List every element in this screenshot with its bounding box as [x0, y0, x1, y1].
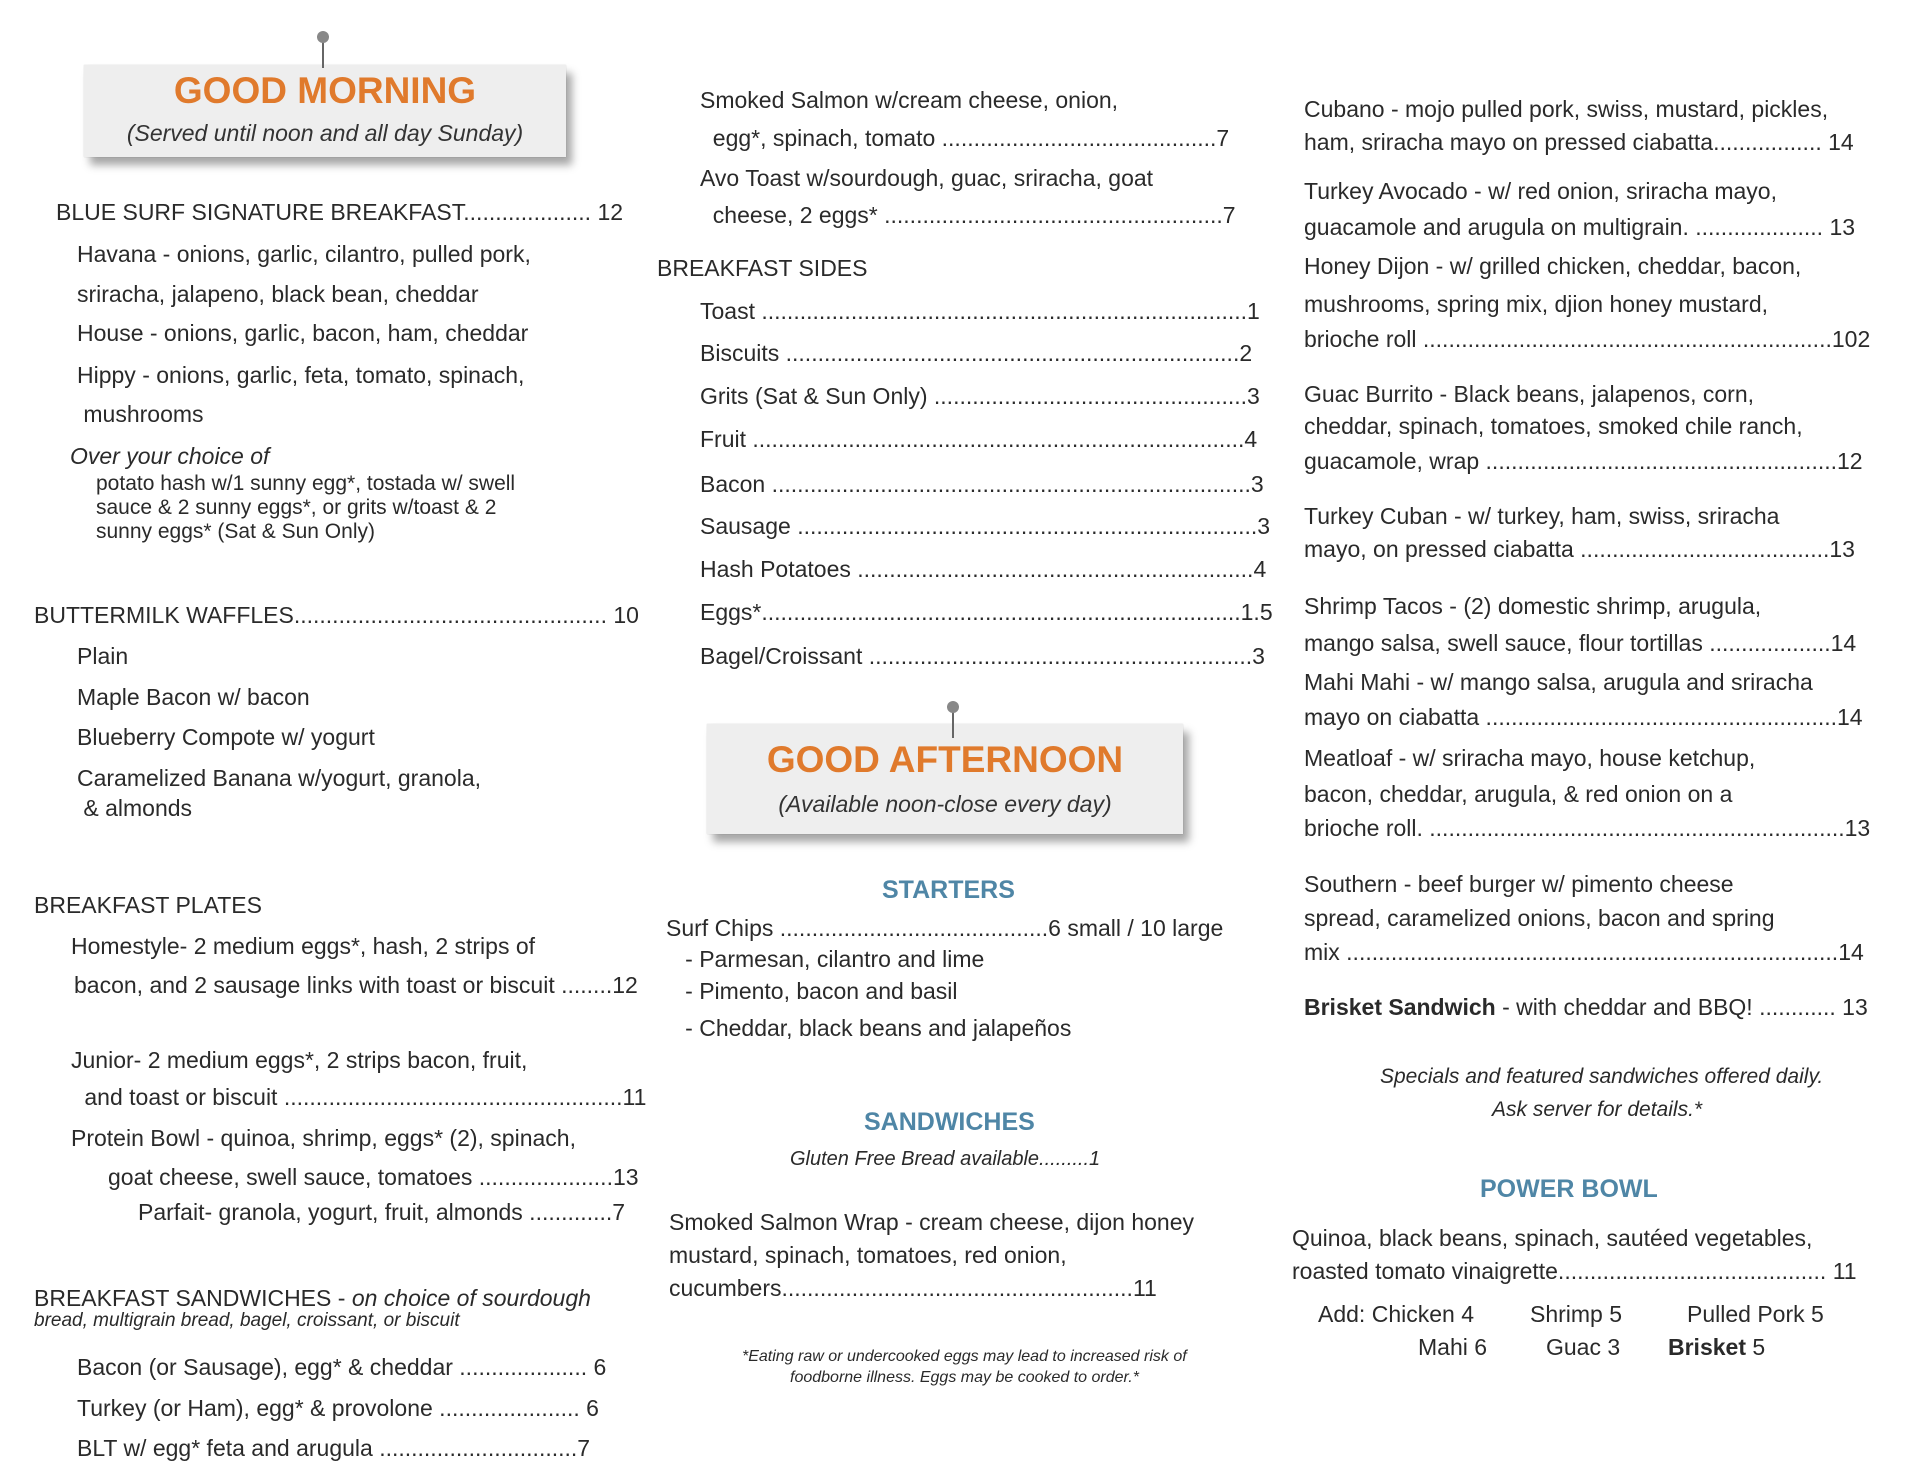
- right-item-line: Shrimp Tacos - (2) domestic shrimp, arugula,: [1304, 593, 1762, 619]
- plate-line: and toast or biscuit .....................................................11: [78, 1084, 647, 1110]
- addon-mahi: Mahi 6: [1418, 1334, 1488, 1360]
- power-bowl-heading: POWER BOWL: [1480, 1175, 1658, 1203]
- good-afternoon-subtitle: (Available noon-close every day): [778, 791, 1112, 817]
- side-item: Eggs*...........................................................................1.5: [700, 599, 1273, 625]
- side-item: Toast ............................................................................1: [700, 298, 1260, 324]
- right-item-line: mango salsa, swell sauce, flour tortillas ...................14: [1304, 630, 1857, 656]
- side-item: Bacon ...........................................................................3: [700, 471, 1264, 497]
- top-item-line: cheese, 2 eggs* .....................................................7: [700, 202, 1236, 228]
- right-item-line: Mahi Mahi - w/ mango salsa, arugula and sriracha: [1304, 669, 1813, 695]
- gluten-free-note: Gluten Free Bread available.........1: [790, 1148, 1101, 1170]
- specials-note-line: Ask server for details.*: [1492, 1098, 1703, 1121]
- side-item: Grits (Sat & Sun Only) .................................................3: [700, 383, 1260, 409]
- sides-heading: BREAKFAST SIDES: [657, 255, 868, 281]
- sandwich-item: Turkey (or Ham), egg* & provolone ...................... 6: [77, 1395, 599, 1421]
- waffle-item: & almonds: [77, 795, 193, 821]
- signature-line: mushrooms: [77, 401, 204, 427]
- starter-line: - Parmesan, cilantro and lime: [666, 946, 985, 972]
- starters-heading: STARTERS: [882, 876, 1015, 904]
- signature-line: House - onions, garlic, bacon, ham, cheddar: [77, 320, 529, 346]
- right-item-line: cheddar, spinach, tomatoes, smoked chile ranch,: [1304, 413, 1803, 439]
- disclaimer-line: foodborne illness. Eggs may be cooked to order.*: [790, 1369, 1139, 1386]
- pushpin-icon: [316, 30, 330, 70]
- starter-line: - Pimento, bacon and basil: [666, 978, 958, 1004]
- right-item-line: brioche roll. .................................................................13: [1304, 815, 1871, 841]
- sandwiches-heading-line2: bread, multigrain bread, bagel, croissant, or biscuit: [34, 1310, 460, 1331]
- choice-line: sauce & 2 sunny eggs*, or grits w/toast & 2: [96, 496, 497, 519]
- right-item-line: Guac Burrito - Black beans, jalapenos, corn,: [1304, 381, 1755, 407]
- right-item-line: brioche roll ................................................................102: [1304, 326, 1871, 352]
- starter-line: - Cheddar, black beans and jalapeños: [666, 1015, 1072, 1041]
- side-item: Sausage ........................................................................3: [700, 513, 1271, 539]
- right-item-line: Turkey Avocado - w/ red onion, sriracha mayo,: [1304, 178, 1777, 204]
- top-item-line: egg*, spinach, tomato ...........................................7: [700, 125, 1230, 151]
- addon-shrimp: Shrimp 5: [1530, 1301, 1623, 1327]
- choice-line: sunny eggs* (Sat & Sun Only): [96, 520, 375, 543]
- signature-line: sriracha, jalapeno, black bean, cheddar: [77, 281, 479, 307]
- right-item-line: Southern - beef burger w/ pimento cheese: [1304, 871, 1734, 897]
- good-morning-card: [84, 65, 566, 157]
- side-item: Biscuits .......................................................................2: [700, 340, 1253, 366]
- salmon-wrap-line: cucumbers.......................................................11: [669, 1275, 1157, 1301]
- right-item-line: Cubano - mojo pulled pork, swiss, mustard, pickles,: [1304, 96, 1829, 122]
- right-item-line: bacon, cheddar, arugula, & red onion on a: [1304, 781, 1733, 807]
- addon-brisket-price: 5: [1745, 1334, 1766, 1360]
- good-morning-title: GOOD MORNING: [173, 70, 477, 111]
- addon-chicken: Add: Chicken 4: [1318, 1301, 1474, 1327]
- waffle-item: Caramelized Banana w/yogurt, granola,: [77, 765, 482, 791]
- plate-line: goat cheese, swell sauce, tomatoes .....................13: [108, 1164, 639, 1190]
- choice-label: Over your choice of: [70, 443, 270, 469]
- sandwich-item: BLT w/ egg* feta and arugula ...............................7: [77, 1435, 591, 1461]
- plates-heading: BREAKFAST PLATES: [34, 892, 262, 918]
- waffles-heading: BUTTERMILK WAFFLES................................................. 10: [34, 602, 639, 628]
- addon-pulled-pork: Pulled Pork 5: [1687, 1301, 1824, 1327]
- right-item-line: Meatloaf - w/ sriracha mayo, house ketchup,: [1304, 745, 1756, 771]
- good-afternoon-card: [707, 724, 1183, 834]
- waffle-item: Plain: [77, 643, 129, 669]
- power-bowl-line: Quinoa, black beans, spinach, sautéed vegetables,: [1292, 1225, 1813, 1251]
- power-bowl-line: roasted tomato vinaigrette.......................................... 11: [1292, 1258, 1857, 1284]
- side-item: Bagel/Croissant ............................................................3: [700, 643, 1265, 669]
- specials-note-line: Specials and featured sandwiches offered daily.: [1380, 1065, 1824, 1088]
- right-item-line: mix .............................................................................14: [1304, 939, 1864, 965]
- sandwiches-heading-italic: on choice of sourdough: [351, 1285, 591, 1311]
- waffle-item: Maple Bacon w/ bacon: [77, 684, 310, 710]
- addon-brisket-name: Brisket: [1668, 1334, 1746, 1360]
- brisket-sandwich-line: [1304, 993, 1868, 1021]
- waffle-item: Blueberry Compote w/ yogurt: [77, 724, 375, 750]
- right-item-line: Honey Dijon - w/ grilled chicken, cheddar, bacon,: [1304, 253, 1802, 279]
- salmon-wrap-line: Smoked Salmon Wrap - cream cheese, dijon honey: [669, 1209, 1195, 1235]
- right-item-line: mayo on ciabatta .......................................................14: [1304, 704, 1863, 730]
- plate-line: Junior- 2 medium eggs*, 2 strips bacon, fruit,: [71, 1047, 528, 1073]
- right-item-line: guacamole, wrap .......................................................12: [1304, 448, 1863, 474]
- side-item: Fruit .............................................................................4: [700, 426, 1258, 452]
- signature-line: Havana - onions, garlic, cilantro, pulled pork,: [77, 241, 531, 267]
- plate-line: Homestyle- 2 medium eggs*, hash, 2 strips of: [71, 933, 536, 959]
- right-item-line: ham, sriracha mayo on pressed ciabatta................. 14: [1304, 129, 1854, 155]
- brisket-sandwich-name: Brisket Sandwich: [1304, 994, 1496, 1020]
- signature-breakfast-heading: BLUE SURF SIGNATURE BREAKFAST.................... 12: [56, 199, 624, 225]
- choice-line: potato hash w/1 sunny egg*, tostada w/ swell: [96, 472, 516, 495]
- good-morning-subtitle: (Served until noon and all day Sunday): [126, 120, 524, 146]
- brisket-sandwich-desc: - with cheddar and BBQ! ............ 13: [1495, 994, 1868, 1020]
- pushpin-icon: [946, 700, 960, 740]
- addon-brisket: [1668, 1333, 1765, 1361]
- signature-line: Hippy - onions, garlic, feta, tomato, spinach,: [77, 362, 525, 388]
- top-item-line: Smoked Salmon w/cream cheese, onion,: [700, 87, 1119, 113]
- plate-line: Protein Bowl - quinoa, shrimp, eggs* (2), spinach,: [71, 1125, 576, 1151]
- right-item-line: mushrooms, spring mix, djion honey mustard,: [1304, 291, 1769, 317]
- right-item-line: Turkey Cuban - w/ turkey, ham, swiss, sriracha: [1304, 503, 1780, 529]
- good-afternoon-title: GOOD AFTERNOON: [766, 739, 1124, 780]
- addon-guac: Guac 3: [1546, 1334, 1621, 1360]
- sandwiches-heading-text: BREAKFAST SANDWICHES -: [34, 1285, 352, 1311]
- side-item: Hash Potatoes ..............................................................4: [700, 556, 1267, 582]
- plate-line: bacon, and 2 sausage links with toast or biscuit ........12: [74, 972, 638, 998]
- disclaimer-line: *Eating raw or undercooked eggs may lead to increased risk of: [742, 1348, 1187, 1365]
- right-item-line: guacamole and arugula on multigrain. .................... 13: [1304, 214, 1856, 240]
- sandwiches-section-heading: SANDWICHES: [864, 1108, 1035, 1136]
- salmon-wrap-line: mustard, spinach, tomatoes, red onion,: [669, 1242, 1067, 1268]
- plate-line: Parfait- granola, yogurt, fruit, almonds .............7: [138, 1199, 626, 1225]
- right-item-line: mayo, on pressed ciabatta .......................................13: [1304, 536, 1855, 562]
- sandwich-item: Bacon (or Sausage), egg* & cheddar .................... 6: [77, 1354, 607, 1380]
- right-item-line: spread, caramelized onions, bacon and spring: [1304, 905, 1775, 931]
- starter-line: Surf Chips ..........................................6 small / 10 large: [666, 915, 1224, 941]
- top-item-line: Avo Toast w/sourdough, guac, sriracha, goat: [700, 165, 1154, 191]
